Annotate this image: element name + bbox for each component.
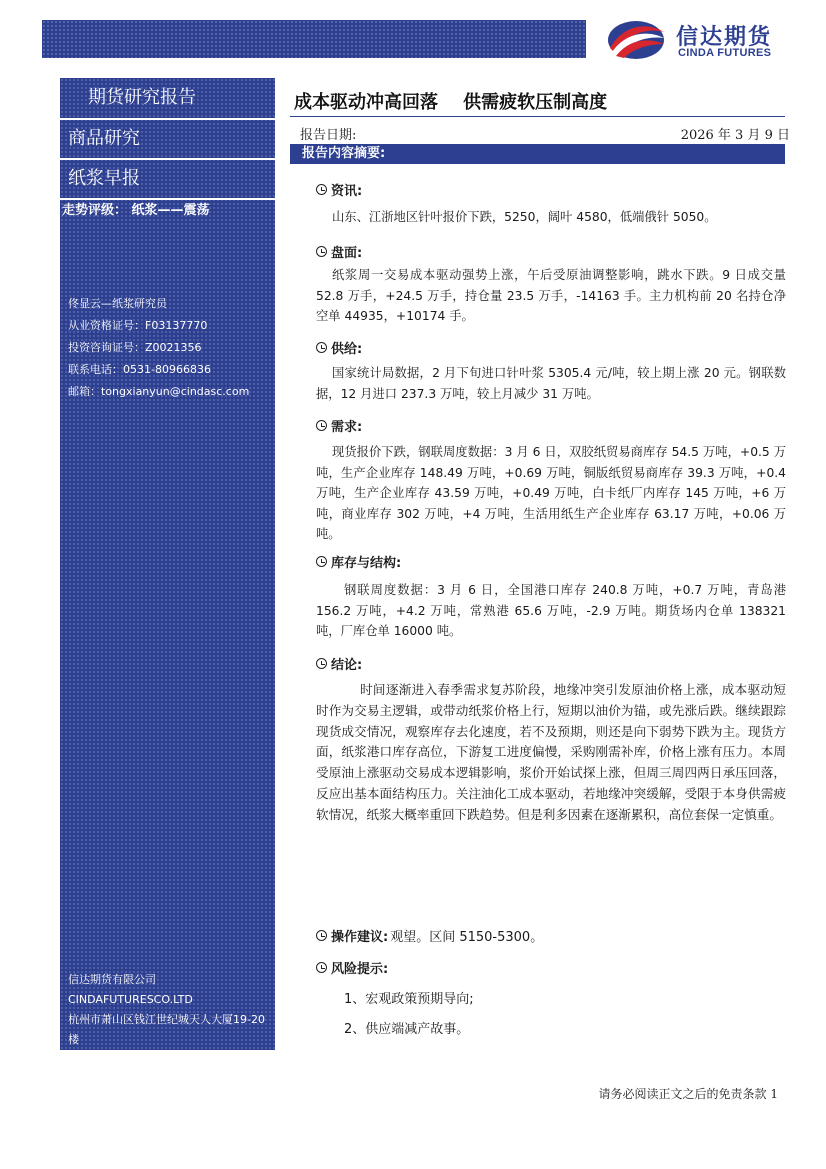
section-body-conclusion: 时间逐渐进入春季需求复苏阶段，地缘冲突引发原油价格上涨，成本驱动短时作为交易主逻辑，或带动纸浆价格上行，短期以油价为锚，或先涨后跌。继续跟踪现货成交情况，观察库存去化速度，若不及预期，则还是向下弱势下跌为主。现货方面，纸浆港口库存高位，下游复工进度偏慢，采购刚需补库，价格上涨有压力。本周受原油上涨驱动交易成本逻辑影响，浆价开始试探上涨，但周三周四两日承压回落，反应出基本面结构压力。关注油化工成本驱动，若地缘冲突缓解，受限于本身供需疲软情况，纸浆大概率重回下跌趋势。但是利多因素在逐渐累积，高位套保一定慎重。 <box>316 682 786 822</box>
title-underline <box>290 116 785 117</box>
clock-icon <box>316 342 327 353</box>
risk-item: 2、供应端减产故事。 <box>344 1022 470 1037</box>
report-subcategory: 纸浆早报 <box>68 168 140 189</box>
section-heading-text: 库存与结构: <box>331 556 402 571</box>
section-heading-inventory <box>316 552 401 571</box>
company-info <box>60 970 275 1070</box>
company-address: 杭州市萧山区钱江世纪城天人大厦19-20楼 <box>68 1013 265 1046</box>
cinda-logo <box>606 18 796 62</box>
section-heading-demand <box>316 416 362 435</box>
analyst-license: 从业资格证号：F03137770 <box>68 319 208 332</box>
company-name-cn: 信达期货有限公司 <box>68 973 156 986</box>
risk-item: 1、宏观政策预期导向; <box>344 992 474 1007</box>
page-number: 1 <box>770 1087 778 1101</box>
operation-text: 观望。区间 5150-5300。 <box>390 930 544 945</box>
company-postcode: 邮编：311200 <box>68 1053 143 1066</box>
sidebar <box>60 78 275 1066</box>
section-heading-news <box>316 180 362 199</box>
analyst-info <box>60 293 275 403</box>
section-body-inventory: 钢联周度数据：3 月 6 日，全国港口库存 240.8 万吨，+0.7 万吨，青岛港 156.2 万吨，+4.2 万吨，常熟港 65.6 万吨，-2.9 万吨。期货场内仓单 138321 吨，厂库仓单 16000 吨。 <box>316 583 786 638</box>
logo-text-en: CINDA FUTURES <box>678 47 772 59</box>
clock-icon <box>316 962 327 973</box>
analyst-email[interactable]: 邮箱：tongxianyun@cindasc.com <box>68 385 250 398</box>
section-heading-text: 供给: <box>331 342 363 357</box>
logo-text-cn: 信达期货 <box>676 25 773 50</box>
section-heading-text: 需求: <box>331 420 363 435</box>
company-name-en: CINDAFUTURESCO.LTD <box>68 993 193 1006</box>
analyst-name: 佟显云—纸浆研究员 <box>68 297 167 310</box>
clock-icon <box>316 246 327 257</box>
section-heading-risk <box>316 958 388 977</box>
report-category: 商品研究 <box>68 128 140 149</box>
section-heading-supply <box>316 338 362 357</box>
clock-icon <box>316 184 327 195</box>
section-heading-conclusion <box>316 654 362 673</box>
section-body-demand: 现货报价下跌，钢联周度数据：3 月 6 日，双胶纸贸易商库存 54.5 万吨，+0.5 万吨，生产企业库存 148.49 万吨，+0.69 万吨，铜版纸贸易商库存 39.3 万吨，+0.4 万吨，生产企业库存 43.59 万吨，+0.49 万吨，白卡纸厂内库存 145 万吨，+6 万吨，商业库存 302 万吨，+4 万吨，生活用纸生产企业库存 63.17 万吨，+0.06 万吨。 <box>316 445 786 541</box>
section-body-news: 山东、江浙地区针叶报价下跌，5250，阔叶 4580，低端俄针 5050。 <box>332 210 717 224</box>
operation-label: 操作建议: <box>331 930 389 945</box>
footer-disclaimer <box>599 1085 778 1102</box>
section-heading-text: 资讯: <box>331 184 363 199</box>
logo-emblem-icon <box>606 18 668 62</box>
report-date-value: 2026 年 3 月 9 日 <box>680 128 790 143</box>
clock-icon <box>316 420 327 431</box>
summary-header: 报告内容摘要: <box>290 144 785 164</box>
report-date-label: 报告日期: <box>300 128 357 143</box>
disclaimer-text: 请务必阅读正文之后的免责条款 <box>598 1087 767 1101</box>
section-heading-text: 结论: <box>331 658 363 673</box>
analyst-advisory-license: 投资咨询证号：Z0021356 <box>68 341 202 354</box>
section-heading-text: 风险提示: <box>331 962 389 977</box>
section-body-supply: 国家统计局数据，2 月下旬进口针叶浆 5305.4 元/吨，较上期上涨 20 元。钢联数据，12 月进口 237.3 万吨，较上月减少 31 万吨。 <box>316 366 786 401</box>
report-type: 期货研究报告 <box>88 87 196 108</box>
clock-icon <box>316 658 327 669</box>
operation-suggestion <box>316 926 543 945</box>
section-heading-market <box>316 242 362 261</box>
section-body-market: 纸浆周一交易成本驱动强势上涨，午后受原油调整影响，跳水下跌。9 日成交量 52.8 万手，+24.5 万手，持仓量 23.5 万手，-14163 手。主力机构前 20 名持仓净空单 44935，+10174 手。 <box>316 268 786 323</box>
header-banner <box>42 20 586 58</box>
clock-icon <box>316 930 327 941</box>
trend-rating: 走势评级： 纸浆——震荡 <box>62 203 210 218</box>
analyst-phone: 联系电话：0531-80966836 <box>68 363 211 376</box>
clock-icon <box>316 556 327 567</box>
page-title: 成本驱动冲高回落 供需疲软压制高度 <box>294 92 608 113</box>
section-heading-text: 盘面: <box>331 246 363 261</box>
